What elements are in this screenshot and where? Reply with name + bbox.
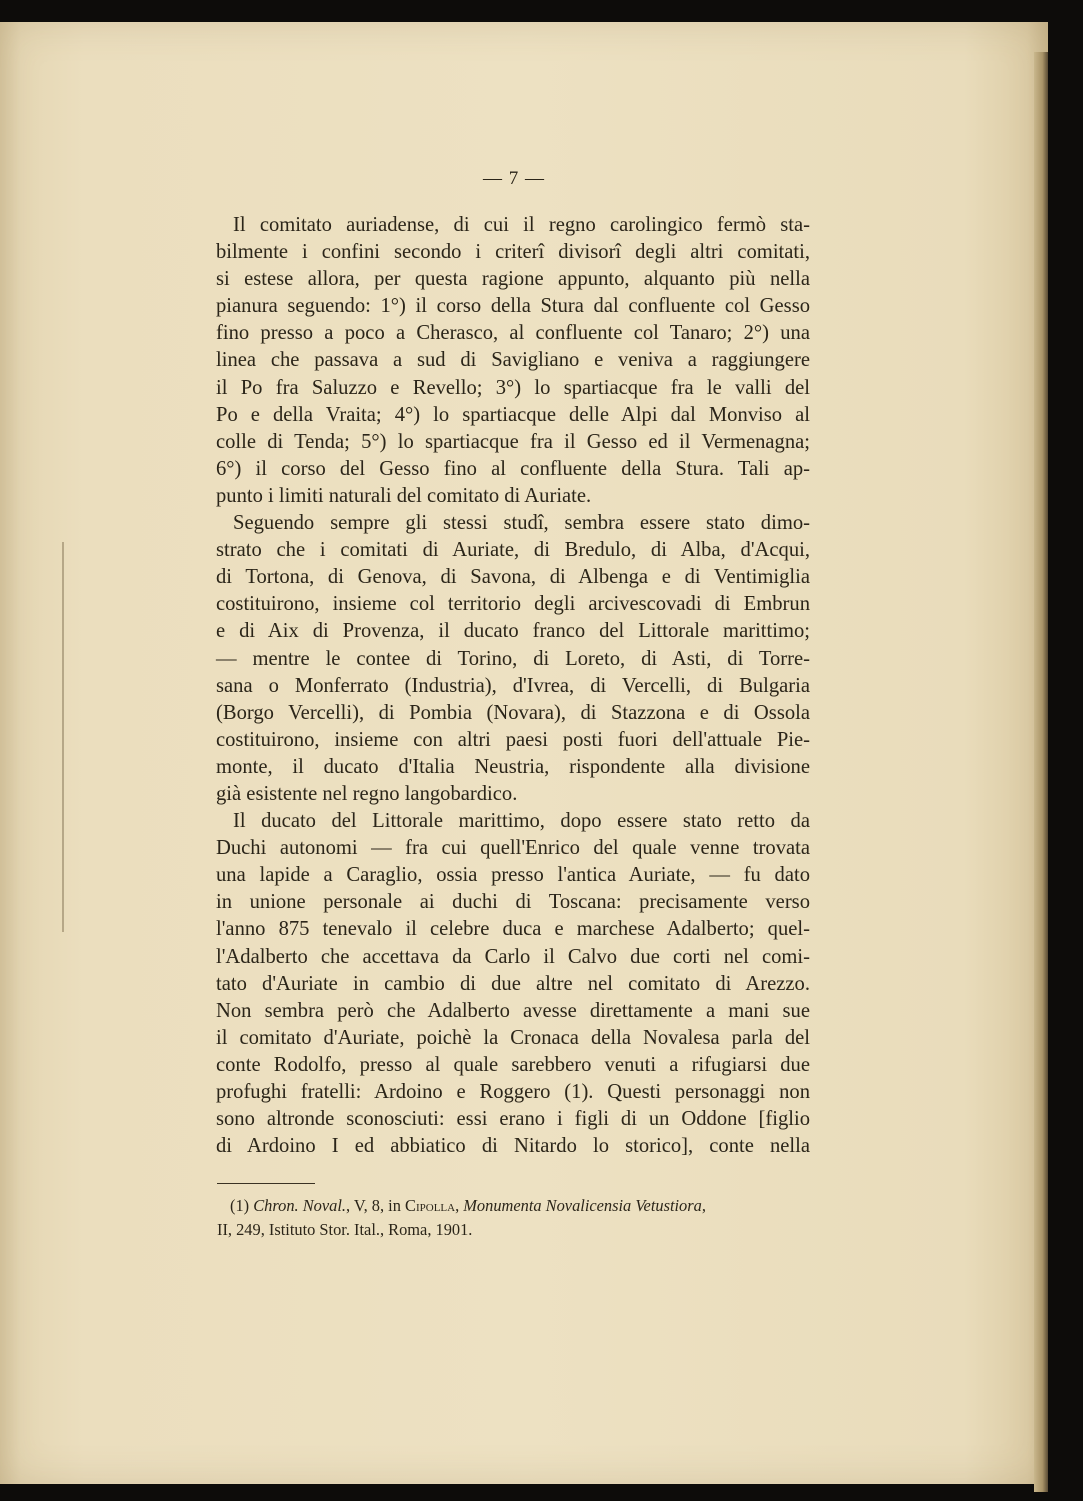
- text-line: fino presso a poco a Cherasco, al confluente col Tanaro; 2°) una: [216, 322, 810, 345]
- footnote-tail: ,: [701, 1196, 706, 1215]
- text-line: di Ardoino I ed abbiatico di Nitardo lo storico], conte nella: [216, 1135, 810, 1158]
- text-line: Il comitato auriadense, di cui il regno carolingico fermò sta-: [233, 214, 810, 236]
- binding-mark: [62, 542, 64, 932]
- footnote-marker: (1): [230, 1196, 250, 1215]
- page-edge: [1034, 52, 1048, 1492]
- text-line: costituirono, insieme col territorio degli arcivescovadi di Embrun: [216, 593, 810, 616]
- text-line: una lapide a Caraglio, ossia presso l'antica Auriate, — fu dato: [216, 864, 810, 887]
- text-line: Il ducato del Littorale marittimo, dopo essere stato retto da: [233, 810, 810, 833]
- footnote-work: Monumenta Novalicensia Vetustiora: [463, 1196, 702, 1215]
- text-line: — mentre le contee di Torino, di Loreto, di Asti, di Torre-: [216, 647, 810, 670]
- footnote-sep: ,: [455, 1196, 464, 1215]
- text-line: l'Adalberto che accettava da Carlo il Calvo due corti nel comi-: [216, 945, 810, 968]
- footnote-author: Cipolla: [405, 1196, 456, 1215]
- text-line: Po e della Vraita; 4°) lo spartiacque delle Alpi dal Monviso al: [216, 403, 810, 426]
- text-line: (Borgo Vercelli), di Pombia (Novara), di Stazzona e di Ossola: [216, 701, 810, 724]
- text-line: monte, il ducato d'Italia Neustria, rispondente alla divisione: [216, 755, 810, 778]
- text-line: già esistente nel regno langobardico.: [216, 782, 518, 805]
- text-line: l'anno 875 tenevalo il celebre duca e marchese Adalberto; quel-: [216, 918, 810, 941]
- text-line: strato che i comitati di Auriate, di Bredulo, di Alba, d'Acqui,: [216, 539, 810, 562]
- footnote-line-2: II, 249, Istituto Stor. Ital., Roma, 1901.: [217, 1220, 473, 1239]
- text-line: colle di Tenda; 5°) lo spartiacque fra il Gesso ed il Vermenagna;: [216, 430, 810, 453]
- footnote-ref: , V, 8, in: [345, 1196, 406, 1215]
- page-number: — 7 —: [483, 168, 545, 189]
- text-line: si estese allora, per questa ragione appunto, alquanto più nella: [216, 268, 810, 291]
- footnote-source: Chron. Noval.: [253, 1196, 346, 1215]
- footnote: [217, 1194, 820, 1242]
- body-text: [216, 212, 810, 1160]
- text-line: profughi fratelli: Ardoino e Roggero (1). Questi personaggi non: [216, 1081, 810, 1103]
- text-line: sono altronde sconosciuti: essi erano i figli di un Oddone [figlio: [216, 1108, 810, 1131]
- text-line: conte Rodolfo, presso al quale sarebbero venuti a rifugiarsi due: [216, 1053, 810, 1076]
- text-line: pianura seguendo: 1°) il corso della Stura dal confluente col Gesso: [216, 295, 810, 318]
- text-line: sana o Monferrato (Industria), d'Ivrea, di Vercelli, di Bulgaria: [216, 674, 810, 697]
- footnote-rule: [217, 1183, 315, 1184]
- text-line: Seguendo sempre gli stessi studî, sembra essere stato dimo-: [233, 512, 810, 535]
- text-line: punto i limiti naturali del comitato di Auriate.: [216, 484, 592, 507]
- text-line: di Tortona, di Genova, di Savona, di Albenga e di Ventimiglia: [216, 566, 810, 589]
- footnote-line: [230, 1194, 820, 1218]
- text-line: costituirono, insieme con altri paesi posti fuori dell'attuale Pie-: [216, 728, 810, 751]
- text-line: bilmente i confini secondo i criterî divisorî degli altri comitati,: [216, 241, 810, 264]
- text-line: il comitato d'Auriate, poichè la Cronaca della Novalesa parla del: [216, 1026, 810, 1049]
- text-line: tato d'Auriate in cambio di due altre nel comitato di Arezzo.: [216, 972, 810, 995]
- text-line: linea che passava a sud di Savigliano e veniva a raggiungere: [216, 349, 810, 372]
- text-line: e di Aix di Provenza, il ducato franco del Littorale marittimo;: [216, 620, 810, 643]
- text-line: in unione personale ai duchi di Toscana: precisamente verso: [216, 891, 810, 914]
- text-line: Non sembra però che Adalberto avesse direttamente a mani sue: [216, 999, 810, 1022]
- text-line: il Po fra Saluzzo e Revello; 3°) lo spartiacque fra le valli del: [216, 376, 810, 399]
- text-line: Duchi autonomi — fra cui quell'Enrico del quale venne trovata: [216, 837, 810, 860]
- text-line: 6°) il corso del Gesso fino al confluente della Stura. Tali ap-: [216, 457, 810, 480]
